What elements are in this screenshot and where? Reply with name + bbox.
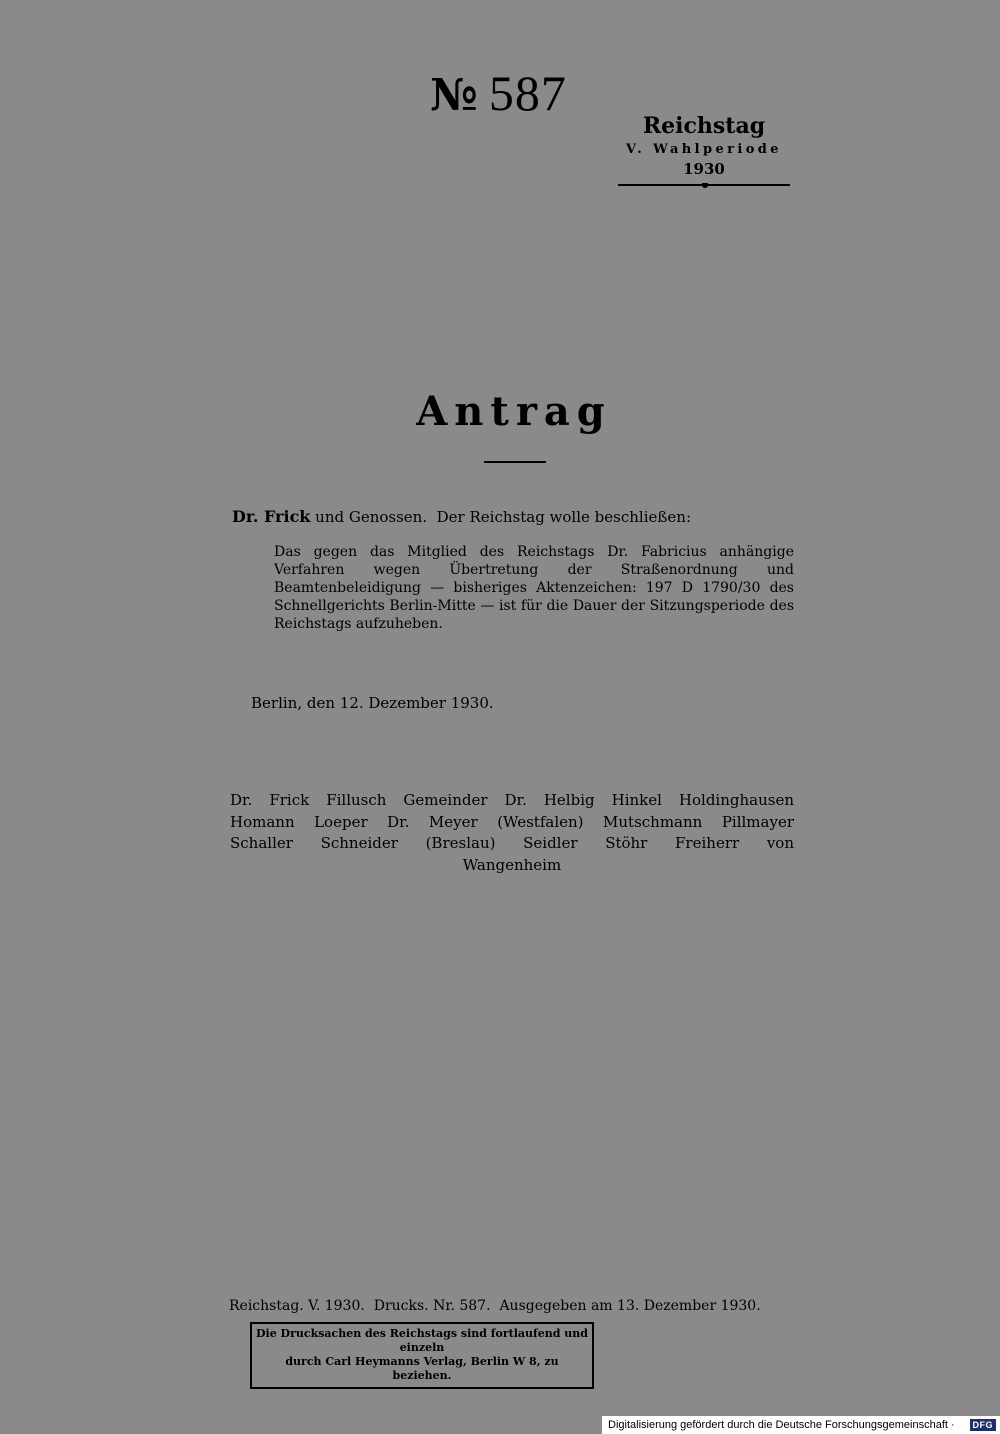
header-year: 1930	[683, 160, 725, 178]
credit-text: Digitalisierung gefördert durch die Deutsche Forschungsgemeinschaft ·	[608, 1419, 955, 1431]
dfg-logo-icon: DFG	[970, 1419, 997, 1431]
signatories: Dr. Frick Fillusch Gemeinder Dr. Helbig Hinkel Holdinghausen Homann Loeper Dr. Meyer (Westfalen) Mutschmann Pillmayer Schaller Schneider (Breslau) Seidler Stöhr Freiherr von Wangenheim	[230, 791, 794, 874]
header-title: Reichstag	[642, 113, 766, 139]
intro	[232, 507, 691, 526]
intro-text: und Genossen. Der Reichstag wolle beschließen:	[315, 508, 691, 526]
credit-bar	[602, 1416, 1000, 1434]
header-box	[618, 112, 790, 186]
title-rule	[484, 461, 546, 463]
document-number-value: 587	[488, 65, 567, 121]
footer-box	[250, 1322, 594, 1389]
document-number	[430, 64, 567, 122]
footer-box-line1: Die Drucksachen des Reichstags sind fortlaufend und einzeln	[256, 1327, 588, 1354]
footer-box-line2: durch Carl Heymanns Verlag, Berlin W 8, zu beziehen.	[285, 1355, 559, 1382]
motion-text: Das gegen das Mitglied des Reichstags Dr. Fabricius anhängige Verfahren wegen Übertretung der Straßenordnung und Beamtenbeleidigung — bisheriges Aktenzeichen: 197 D 1790/30 des Schnellgerichts Berlin-Mitte — ist für die Dauer der Sitzungsperiode des Reichstags aufzuheben.	[274, 544, 794, 632]
main-title: Antrag	[416, 388, 612, 435]
header-period: V. Wahlperiode	[626, 142, 782, 157]
header-rule	[618, 184, 790, 186]
sponsor-name: Dr. Frick	[232, 507, 311, 526]
number-sign: №	[430, 70, 479, 121]
dateline: Berlin, den 12. Dezember 1930.	[251, 694, 494, 712]
footer-line: Reichstag. V. 1930. Drucks. Nr. 587. Ausgegeben am 13. Dezember 1930.	[229, 1298, 761, 1314]
